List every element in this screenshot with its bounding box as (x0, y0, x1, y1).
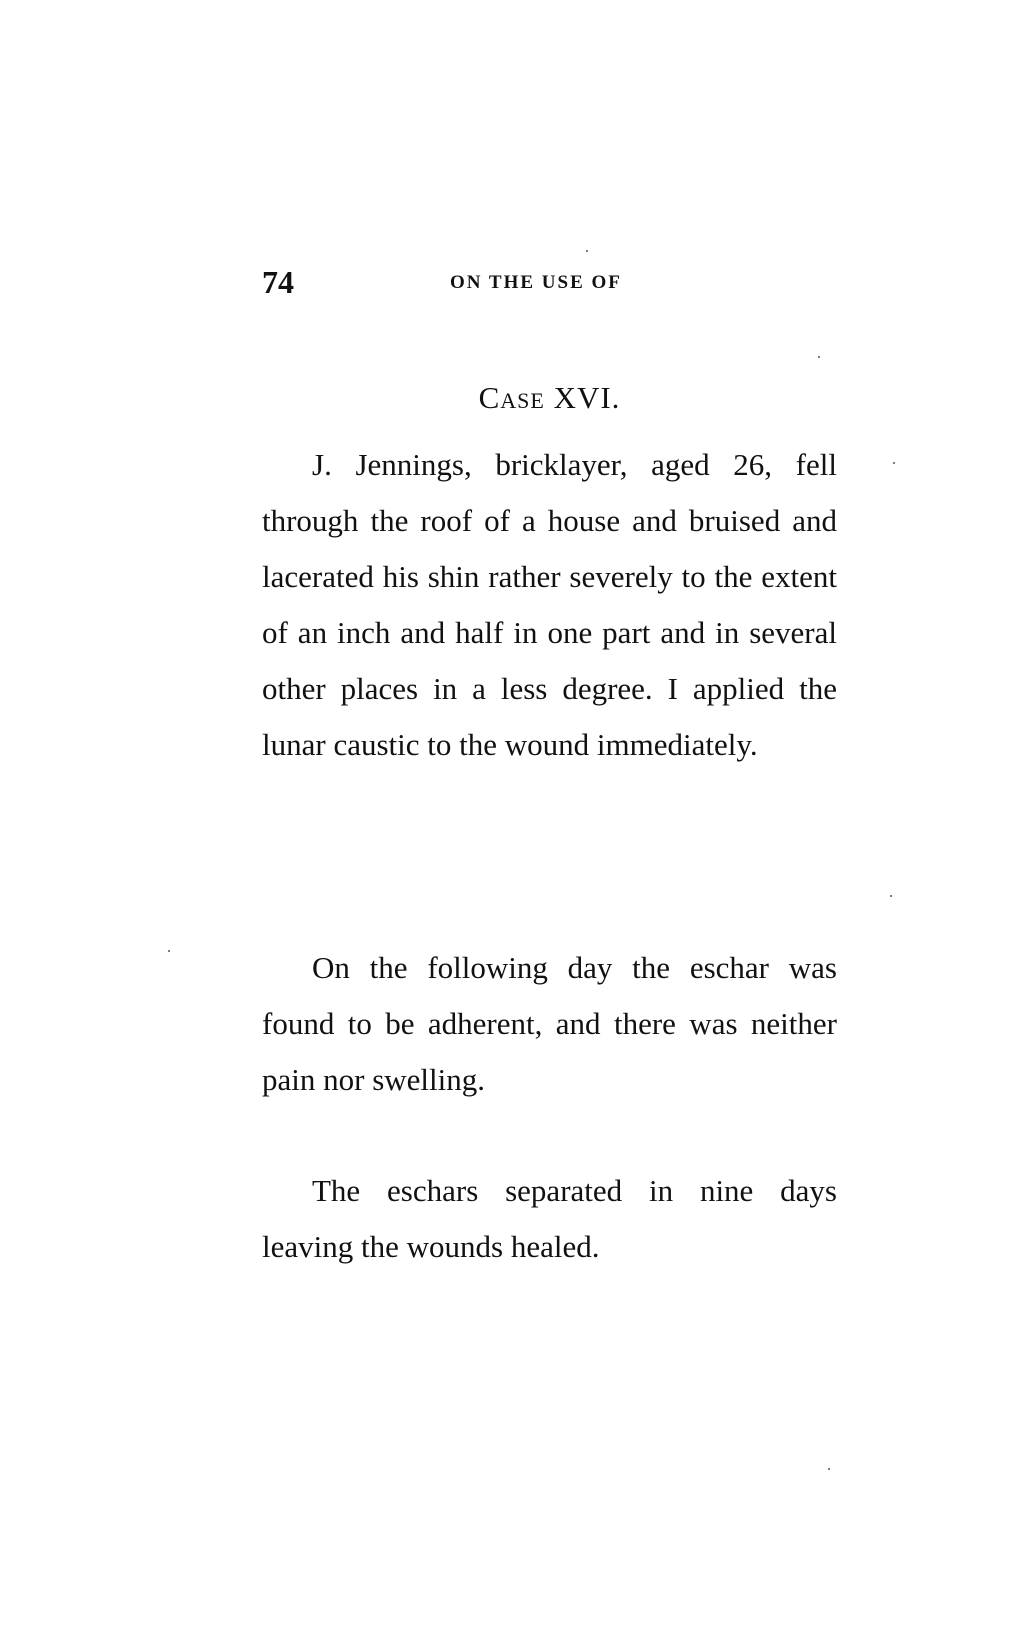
paragraph-following-day: On the following day the eschar was found to be adherent, and there was neither pain nor swelling. (262, 950, 837, 1097)
paragraph-outcome: The eschars separated in nine days leaving the wounds healed. (262, 1173, 837, 1264)
scan-speck (818, 356, 820, 358)
case-heading: Case XVI. (478, 380, 621, 415)
scan-speck (586, 250, 588, 252)
scan-speck (828, 1468, 830, 1470)
paragraph-case-description: J. Jennings, bricklayer, aged 26, fell through the roof of a house and bruised and lacerated his shin rather severely to the extent of an inch and half in one part and in several other places in a less degree. I applied the lunar caustic to the wound immediately. (262, 447, 837, 762)
running-head (262, 262, 842, 302)
scan-speck (890, 895, 892, 897)
scan-speck (168, 950, 170, 952)
scan-speck (893, 462, 895, 464)
page-number: 74 (262, 264, 294, 300)
running-title: ON THE USE OF (450, 272, 622, 293)
